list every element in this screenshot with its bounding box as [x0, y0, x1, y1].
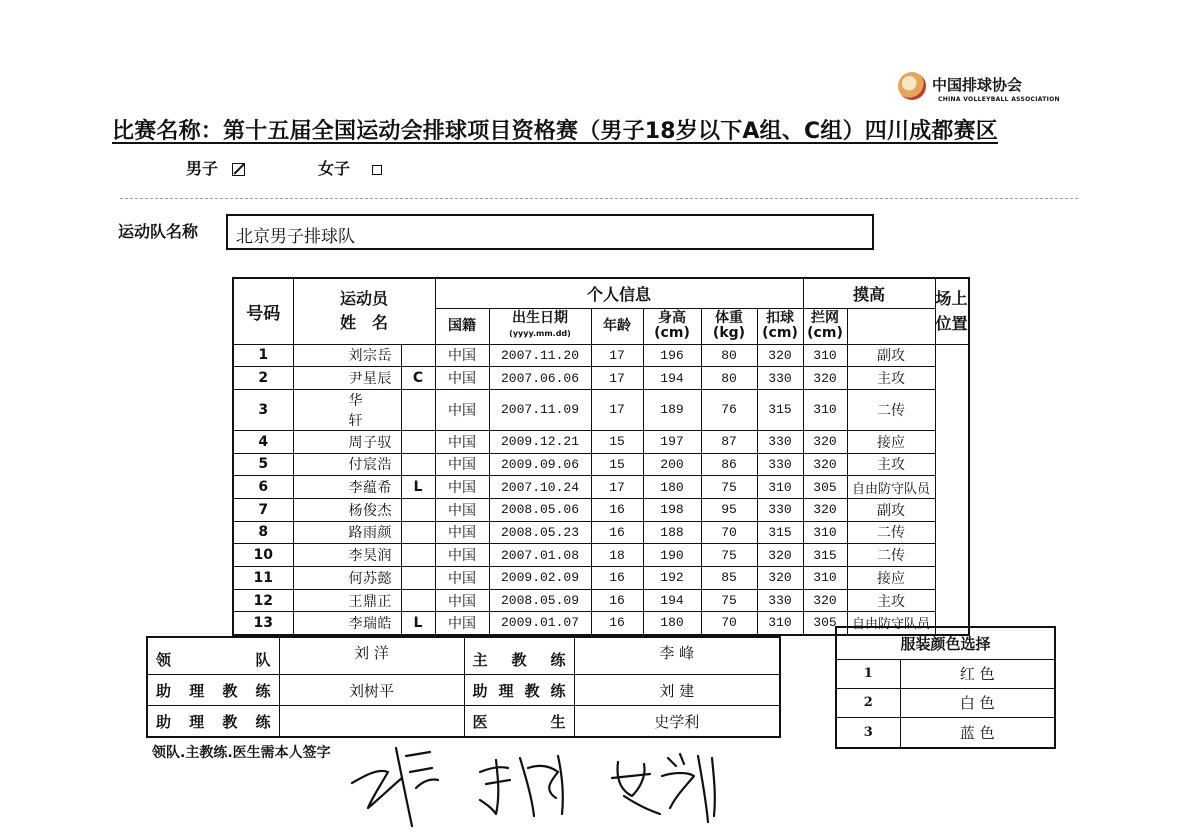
- roster-spike-reach: 320: [757, 344, 803, 367]
- roster-weight: 75: [701, 589, 757, 612]
- roster-height: 198: [643, 498, 701, 521]
- roster-block-reach: 320: [803, 589, 847, 612]
- roster-weight: 80: [701, 367, 757, 390]
- uniform-option-color[interactable]: 蓝 色: [900, 717, 1055, 748]
- roster-height: 197: [643, 430, 701, 453]
- roster-nationality: 中国: [435, 344, 489, 367]
- roster-row: [233, 344, 969, 367]
- assistant-coach-label-3: 助 理 教 练: [472, 681, 566, 700]
- assistant-coach-name-2: [279, 706, 464, 738]
- roster-nationality: 中国: [435, 589, 489, 612]
- roster-table: [232, 277, 970, 636]
- head-coach-label: 主 教 练: [472, 650, 566, 669]
- roster-birth-date: 2007.06.06: [489, 367, 591, 390]
- roster-number: 3: [233, 389, 293, 430]
- roster-birth-date: 2007.01.08: [489, 544, 591, 567]
- roster-spike-reach: 330: [757, 453, 803, 476]
- roster-name: 周子驭: [293, 430, 401, 453]
- male-checkbox[interactable]: [232, 163, 245, 176]
- header-block-unit: (cm): [807, 325, 843, 341]
- header-number: 号码: [233, 278, 293, 344]
- roster-age: 17: [591, 476, 643, 499]
- roster-name: 尹星辰: [293, 367, 401, 390]
- roster-position: 二传: [847, 544, 935, 567]
- roster-name: 杨俊杰: [293, 498, 401, 521]
- roster-role-mark: [401, 498, 435, 521]
- roster-row: [233, 453, 969, 476]
- roster-block-reach: 310: [803, 389, 847, 430]
- roster-name: 刘宗岳: [293, 344, 401, 367]
- roster-weight: 95: [701, 498, 757, 521]
- team-name-field[interactable]: 北京男子排球队: [226, 214, 874, 250]
- roster-spike-reach: 330: [757, 430, 803, 453]
- roster-block-reach: 310: [803, 567, 847, 590]
- signature-label: 领队.主教练.医生需本人签字: [152, 745, 331, 761]
- roster-age: 16: [591, 612, 643, 635]
- header-spike-label: 扣球: [766, 310, 794, 326]
- roster-nationality: 中国: [435, 544, 489, 567]
- uniform-option-number: 2: [836, 688, 900, 717]
- uniform-option-color[interactable]: 白 色: [900, 688, 1055, 717]
- roster-birth-date: 2009.12.21: [489, 430, 591, 453]
- roster-spike-reach: 310: [757, 612, 803, 635]
- team-name-label: 运动队名称: [118, 222, 199, 241]
- roster-name: 李昊润: [293, 544, 401, 567]
- roster-role-mark: [401, 344, 435, 367]
- roster-nationality: 中国: [435, 430, 489, 453]
- roster-row: [233, 476, 969, 499]
- roster-row: [233, 589, 969, 612]
- roster-position: 副攻: [847, 344, 935, 367]
- roster-age: 15: [591, 453, 643, 476]
- header-spike-unit: (cm): [762, 325, 798, 341]
- uniform-title: 服装颜色选择: [836, 627, 1055, 659]
- roster-block-reach: 305: [803, 476, 847, 499]
- roster-row: [233, 498, 969, 521]
- roster-name: 华 轩: [293, 389, 401, 430]
- staff-table: [146, 636, 781, 738]
- logo-text-cn: 中国排球协会: [932, 76, 1023, 94]
- header-block-label: 拦网: [811, 310, 839, 326]
- roster-height: 194: [643, 589, 701, 612]
- roster-name: 李瑞皓: [293, 612, 401, 635]
- roster-birth-date: 2008.05.23: [489, 521, 591, 544]
- roster-role-mark: [401, 453, 435, 476]
- roster-height: 180: [643, 476, 701, 499]
- roster-weight: 86: [701, 453, 757, 476]
- assistant-coach-role-1: [147, 675, 279, 706]
- roster-nationality: 中国: [435, 567, 489, 590]
- roster-birth-date: 2008.05.06: [489, 498, 591, 521]
- signature-head-coach: [480, 760, 510, 814]
- header-position-2: 位置: [935, 314, 968, 334]
- roster-position: 主攻: [847, 589, 935, 612]
- header-athlete-label: 运动员: [339, 289, 388, 309]
- header-position-1: 场上: [935, 289, 968, 309]
- logo-text-en: CHINA VOLLEYBALL ASSOCIATION: [938, 96, 1060, 103]
- signature-leader: [352, 771, 402, 808]
- roster-number: 4: [233, 430, 293, 453]
- uniform-option-number: 1: [836, 659, 900, 688]
- roster-position: 二传: [847, 521, 935, 544]
- header-weight-label: 体重: [715, 310, 743, 326]
- assistant-coach-name-3: 刘 建: [574, 675, 780, 706]
- doctor-name: 史学利: [574, 706, 780, 738]
- roster-block-reach: 320: [803, 430, 847, 453]
- signature-doctor: [612, 762, 660, 814]
- handwritten-signatures: [350, 738, 730, 830]
- roster-block-reach: 315: [803, 544, 847, 567]
- roster-position: 接应: [847, 567, 935, 590]
- roster-number: 11: [233, 567, 293, 590]
- roster-age: 15: [591, 430, 643, 453]
- header-personal-info: 个人信息: [435, 278, 803, 308]
- roster-row: [233, 430, 969, 453]
- roster-spike-reach: 315: [757, 521, 803, 544]
- header-athlete: [293, 278, 435, 344]
- roster-role-mark: L: [401, 476, 435, 499]
- dashed-divider: [120, 198, 1078, 199]
- roster-height: 190: [643, 544, 701, 567]
- roster-row: [233, 389, 969, 430]
- roster-block-reach: 310: [803, 344, 847, 367]
- roster-age: 17: [591, 389, 643, 430]
- assistant-coach-name-1: 刘树平: [279, 675, 464, 706]
- gender-male-label: 男子: [186, 159, 219, 178]
- roster-role-mark: L: [401, 612, 435, 635]
- header-block: [803, 308, 847, 344]
- roster-name: 付宸浩: [293, 453, 401, 476]
- roster-role-mark: [401, 567, 435, 590]
- roster-height: 188: [643, 521, 701, 544]
- header-height-label: 身高: [658, 310, 686, 326]
- header-reach: 摸高: [803, 278, 935, 308]
- assistant-coach-role-3: [464, 675, 574, 706]
- competition-title: 比赛名称：第十五届全国运动会排球项目资格赛（男子18岁以下A组、C组）四川成都赛区: [112, 119, 998, 144]
- header-height-unit: (cm): [654, 325, 690, 341]
- roster-role-mark: C: [401, 367, 435, 390]
- roster-spike-reach: 330: [757, 367, 803, 390]
- header-height: [643, 308, 701, 344]
- roster-weight: 75: [701, 476, 757, 499]
- roster-weight: 70: [701, 521, 757, 544]
- roster-role-mark: [401, 544, 435, 567]
- roster-birth-date: 2009.01.07: [489, 612, 591, 635]
- roster-block-reach: 310: [803, 521, 847, 544]
- roster-birth-date: 2007.11.20: [489, 344, 591, 367]
- roster-age: 17: [591, 344, 643, 367]
- header-birth: [489, 308, 591, 344]
- volleyball-emblem-icon: [898, 72, 926, 100]
- roster-position: 二传: [847, 389, 935, 430]
- roster-name: 王鼎正: [293, 589, 401, 612]
- roster-weight: 80: [701, 344, 757, 367]
- roster-block-reach: 305: [803, 612, 847, 635]
- roster-position: 副攻: [847, 498, 935, 521]
- roster-spike-reach: 315: [757, 389, 803, 430]
- header-birth-label: 出生日期: [512, 310, 568, 326]
- female-checkbox[interactable]: [372, 165, 382, 175]
- roster-age: 16: [591, 498, 643, 521]
- roster-nationality: 中国: [435, 476, 489, 499]
- header-birth-format: (yyyy.mm.dd): [509, 329, 571, 338]
- gender-female[interactable]: [318, 156, 382, 179]
- roster-position: 主攻: [847, 367, 935, 390]
- roster-block-reach: 320: [803, 453, 847, 476]
- roster-position: 自由防守队员: [847, 476, 935, 499]
- roster-age: 16: [591, 589, 643, 612]
- roster-block-reach: 320: [803, 498, 847, 521]
- roster-number: 8: [233, 521, 293, 544]
- leader-label: 领 队: [156, 650, 271, 669]
- roster-weight: 75: [701, 544, 757, 567]
- roster-row: [233, 521, 969, 544]
- roster-height: 180: [643, 612, 701, 635]
- roster-role-mark: [401, 389, 435, 430]
- roster-role-mark: [401, 521, 435, 544]
- roster-position: 自由防守队员: [847, 612, 935, 635]
- roster-age: 17: [591, 367, 643, 390]
- header-weight: [701, 308, 757, 344]
- roster-nationality: 中国: [435, 612, 489, 635]
- roster-weight: 76: [701, 389, 757, 430]
- roster-spike-reach: 310: [757, 476, 803, 499]
- header-position: [935, 278, 969, 344]
- roster-birth-date: 2008.05.09: [489, 589, 591, 612]
- roster-nationality: 中国: [435, 367, 489, 390]
- roster-age: 18: [591, 544, 643, 567]
- roster-row: [233, 367, 969, 390]
- roster-nationality: 中国: [435, 498, 489, 521]
- roster-spike-reach: 330: [757, 589, 803, 612]
- roster-age: 16: [591, 567, 643, 590]
- gender-female-label: 女子: [318, 159, 351, 178]
- roster-number: 5: [233, 453, 293, 476]
- roster-height: 192: [643, 567, 701, 590]
- roster-age: 16: [591, 521, 643, 544]
- roster-role-mark: [401, 430, 435, 453]
- roster-row: [233, 544, 969, 567]
- roster-row: [233, 567, 969, 590]
- roster-weight: 85: [701, 567, 757, 590]
- roster-nationality: 中国: [435, 521, 489, 544]
- assistant-coach-role-2: [147, 706, 279, 738]
- roster-role-mark: [401, 589, 435, 612]
- header-spike: [757, 308, 803, 344]
- header-age: 年龄: [591, 308, 643, 344]
- roster-number: 13: [233, 612, 293, 635]
- assistant-coach-label-1: 助 理 教 练: [156, 681, 271, 700]
- roster-number: 6: [233, 476, 293, 499]
- roster-height: 189: [643, 389, 701, 430]
- roster-body: [233, 344, 969, 635]
- roster-birth-date: 2007.10.24: [489, 476, 591, 499]
- roster-number: 2: [233, 367, 293, 390]
- uniform-option-number: 3: [836, 717, 900, 748]
- roster-spike-reach: 330: [757, 498, 803, 521]
- roster-height: 194: [643, 367, 701, 390]
- doctor-label: 医 生: [472, 712, 566, 731]
- roster-name: 路雨颜: [293, 521, 401, 544]
- roster-weight: 70: [701, 612, 757, 635]
- head-coach-name: 李 峰: [574, 637, 780, 675]
- head-coach-role: [464, 637, 574, 675]
- roster-spike-reach: 320: [757, 567, 803, 590]
- roster-nationality: 中国: [435, 389, 489, 430]
- roster-number: 10: [233, 544, 293, 567]
- header-name-label: 姓 名: [339, 313, 388, 333]
- roster-nationality: 中国: [435, 453, 489, 476]
- uniform-color-table: [835, 626, 1056, 749]
- roster-name: 李蕴希: [293, 476, 401, 499]
- leader-role: [147, 637, 279, 675]
- roster-weight: 87: [701, 430, 757, 453]
- header-weight-unit: (kg): [712, 325, 746, 341]
- leader-name: 刘 洋: [279, 637, 464, 675]
- roster-number: 12: [233, 589, 293, 612]
- roster-height: 196: [643, 344, 701, 367]
- roster-position: 接应: [847, 430, 935, 453]
- uniform-option-color[interactable]: 红 色: [900, 659, 1055, 688]
- assistant-coach-label-2: 助 理 教 练: [156, 712, 271, 731]
- roster-block-reach: 320: [803, 367, 847, 390]
- association-logo: [898, 72, 1060, 108]
- roster-height: 200: [643, 453, 701, 476]
- roster-birth-date: 2009.02.09: [489, 567, 591, 590]
- gender-male[interactable]: [186, 156, 245, 179]
- roster-spike-reach: 320: [757, 544, 803, 567]
- roster-birth-date: 2009.09.06: [489, 453, 591, 476]
- doctor-role: [464, 706, 574, 738]
- roster-name: 何苏懿: [293, 567, 401, 590]
- roster-number: 7: [233, 498, 293, 521]
- header-nationality: 国籍: [435, 308, 489, 344]
- roster-birth-date: 2007.11.09: [489, 389, 591, 430]
- roster-position: 主攻: [847, 453, 935, 476]
- roster-number: 1: [233, 344, 293, 367]
